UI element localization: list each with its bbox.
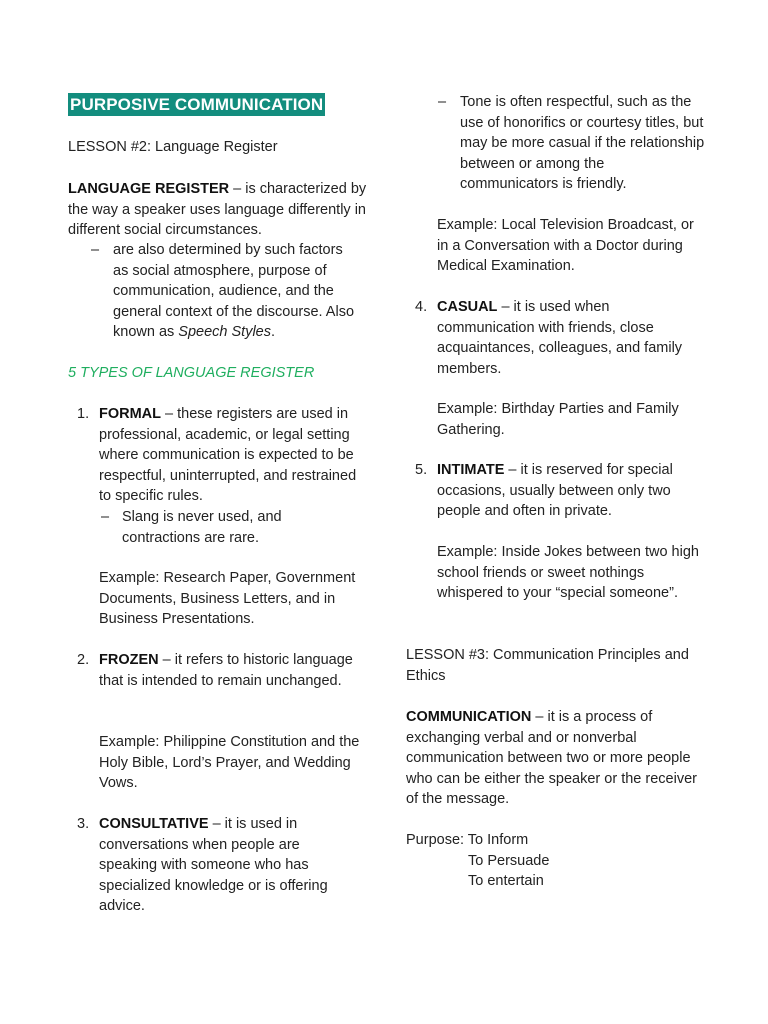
formal-subpoint: Slang is never used, and contractions are rare. <box>122 509 282 546</box>
bullet-dash: – <box>438 94 447 110</box>
bullet-dash: – <box>101 509 110 525</box>
list-number: 2. <box>77 652 90 668</box>
intimate-term: INTIMATE <box>437 462 505 478</box>
language-register-term: LANGUAGE REGISTER <box>68 181 230 197</box>
intimate-example: Example: Inside Jokes between two high school friends or sweet nothings whispered to your “special someone”. <box>437 544 699 602</box>
tone-subpoint: Tone is often respectful, such as the use of honorifics or courtesy titles, but may be more casual if the relationship between or among the communicators is friendly. <box>460 94 705 193</box>
types-heading: 5 TYPES OF LANGUAGE REGISTER <box>68 365 315 381</box>
language-register-definition: LANGUAGE REGISTER – is characterized by the way a speaker uses language differently in different social circumstances. <box>68 181 367 239</box>
casual-example: Example: Birthday Parties and Family Gathering. <box>437 401 679 438</box>
frozen-item: FROZEN – it refers to historic language that is intended to remain unchanged. <box>99 652 353 689</box>
list-number: 4. <box>415 299 428 315</box>
communication-definition: COMMUNICATION – it is a process of exchanging verbal and or nonverbal communication between two or more people who can be either the speaker or the receiver of the message. <box>406 709 697 808</box>
communication-term: COMMUNICATION <box>406 709 532 725</box>
lesson-2-heading: LESSON #2: Language Register <box>68 139 278 155</box>
purpose-item: To entertain <box>468 873 544 889</box>
language-register-subpoint: are also determined by such factors as social atmosphere, purpose of communication, audience, and the general context of the discourse. Also known as Speech Styles. <box>113 242 355 341</box>
consultative-item: CONSULTATIVE – it is used in conversations when people are speaking with someone who has specialized knowledge or is offering advice. <box>99 816 328 915</box>
casual-term: CASUAL <box>437 299 498 315</box>
frozen-term: FROZEN <box>99 652 159 668</box>
list-number: 3. <box>77 816 90 832</box>
bullet-dash: – <box>91 242 100 258</box>
document-title: PURPOSIVE COMMUNICATION <box>70 95 324 114</box>
frozen-example: Example: Philippine Constitution and the Holy Bible, Lord’s Prayer, and Wedding Vows. <box>99 734 360 792</box>
consultative-term: CONSULTATIVE <box>99 816 209 832</box>
list-number: 5. <box>415 462 428 478</box>
casual-item: CASUAL – it is used when communication with friends, close acquaintances, colleagues, and family members. <box>437 299 683 377</box>
intimate-item: INTIMATE – it is reserved for special occasions, usually between only two people and often in private. <box>437 462 673 520</box>
formal-term: FORMAL <box>99 406 162 422</box>
list-number: 1. <box>77 406 90 422</box>
purpose-item: To Persuade <box>468 853 550 869</box>
formal-example: Example: Research Paper, Government Documents, Business Letters, and in Business Presentations. <box>99 570 356 628</box>
lesson-3-heading: LESSON #3: Communication Principles and Ethics <box>406 647 689 684</box>
formal-item: FORMAL – these registers are used in professional, academic, or legal setting where communication is expected to be respectful, uninterrupted, and restrained to specific rules. <box>99 406 357 505</box>
consultative-example: Example: Local Television Broadcast, or in a Conversation with a Doctor during Medical Examination. <box>437 217 694 275</box>
purpose-line: Purpose: To Inform <box>406 832 529 848</box>
